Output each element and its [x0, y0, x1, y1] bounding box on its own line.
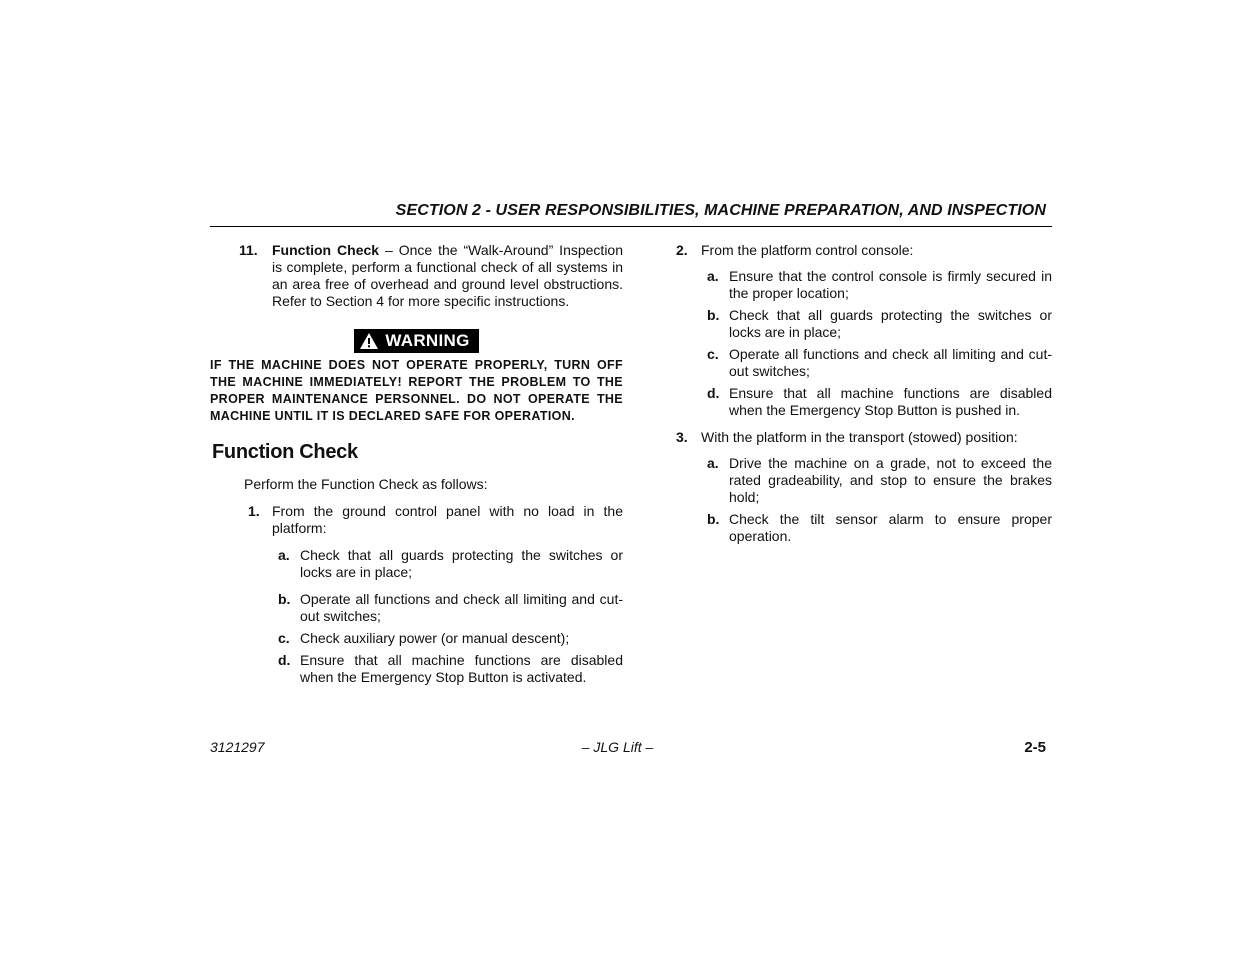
sub-text: Check that all guards protecting the switches or locks are in place; — [729, 307, 1052, 340]
sub-letter: c. — [278, 630, 290, 646]
step-number: 11. — [239, 242, 258, 258]
sub-letter: a. — [278, 547, 290, 563]
step-1 — [210, 503, 623, 537]
step-1-sub-a — [210, 547, 623, 581]
sub-text: Ensure that the control console is firmly secured in the proper location; — [729, 268, 1052, 301]
step-2-sub-b — [676, 307, 1052, 341]
function-check-intro: Perform the Function Check as follows: — [244, 476, 488, 492]
left-column — [210, 242, 623, 686]
footer-center: – JLG Lift – — [581, 739, 654, 755]
right-column — [676, 242, 1052, 545]
sub-text: Ensure that all machine functions are disabled when the Emergency Stop Button is activated. — [300, 652, 623, 685]
warning-badge — [354, 329, 478, 353]
warning-badge-wrap — [210, 329, 623, 353]
step-number: 2. — [676, 242, 688, 258]
step-text: From the ground control panel with no load in the platform: — [272, 503, 623, 536]
step-text: From the platform control console: — [701, 242, 914, 258]
step-2-sub-a — [676, 268, 1052, 302]
warning-label: WARNING — [385, 331, 470, 350]
section-title: SECTION 2 - USER RESPONSIBILITIES, MACHINE PREPARATION, AND INSPECTION — [395, 202, 1046, 219]
step-text: With the platform in the transport (stowed) position: — [701, 429, 1018, 445]
step-title: Function Check — [272, 242, 380, 258]
step-number: 3. — [676, 429, 688, 445]
step-2-sub-c — [676, 346, 1052, 380]
warning-text: IF THE MACHINE DOES NOT OPERATE PROPERLY, TURN OFF THE MACHINE IMMEDIATELY! REPORT THE PROBLEM TO THE PROPER MAINTENANCE PERSONNEL. DO NOT OPERATE THE MACHINE UNTIL IT IS DECLARED SAFE FOR OPERATION. — [210, 358, 623, 423]
step-3 — [676, 429, 1052, 446]
step-text: – Once the “Walk-Around” Inspection is complete, perform a functional check of all systems in an area free of overhead and ground level obstructions. Refer to Section 4 for more specific instructions. — [272, 242, 623, 309]
sub-text: Drive the machine on a grade, not to exceed the rated gradeability, and stop to ensure the brakes hold; — [729, 455, 1052, 505]
step-3-sub-b — [676, 511, 1052, 545]
header-rule — [210, 226, 1052, 227]
sub-text: Operate all functions and check all limiting and cut-out switches; — [300, 591, 623, 624]
sub-text: Operate all functions and check all limiting and cut-out switches; — [729, 346, 1052, 379]
function-check-heading: Function Check — [212, 441, 358, 463]
sub-text: Check the tilt sensor alarm to ensure proper operation. — [729, 511, 1052, 544]
sub-letter: a. — [707, 268, 719, 284]
step-3-sub-a — [676, 455, 1052, 506]
footer-doc-number: 3121297 — [210, 739, 265, 755]
step-2-sub-d — [676, 385, 1052, 419]
sub-text: Check that all guards protecting the switches or locks are in place; — [300, 547, 623, 580]
sub-letter: d. — [278, 652, 291, 668]
sub-text: Ensure that all machine functions are disabled when the Emergency Stop Button is pushed in. — [729, 385, 1052, 418]
step-1-sub-b — [210, 591, 623, 625]
sub-letter: d. — [707, 385, 720, 401]
step-11 — [210, 242, 623, 310]
step-number: 1. — [248, 503, 260, 519]
sub-letter: b. — [707, 307, 720, 323]
warning-triangle-icon — [359, 332, 379, 350]
step-1-sub-d — [210, 652, 623, 686]
sub-letter: b. — [278, 591, 291, 607]
step-1-sub-c — [210, 630, 623, 647]
step-2 — [676, 242, 1052, 259]
sub-text: Check auxiliary power (or manual descent); — [300, 630, 570, 646]
footer-page-number: 2-5 — [1024, 739, 1046, 756]
sub-letter: c. — [707, 346, 719, 362]
sub-letter: a. — [707, 455, 719, 471]
sub-letter: b. — [707, 511, 720, 527]
